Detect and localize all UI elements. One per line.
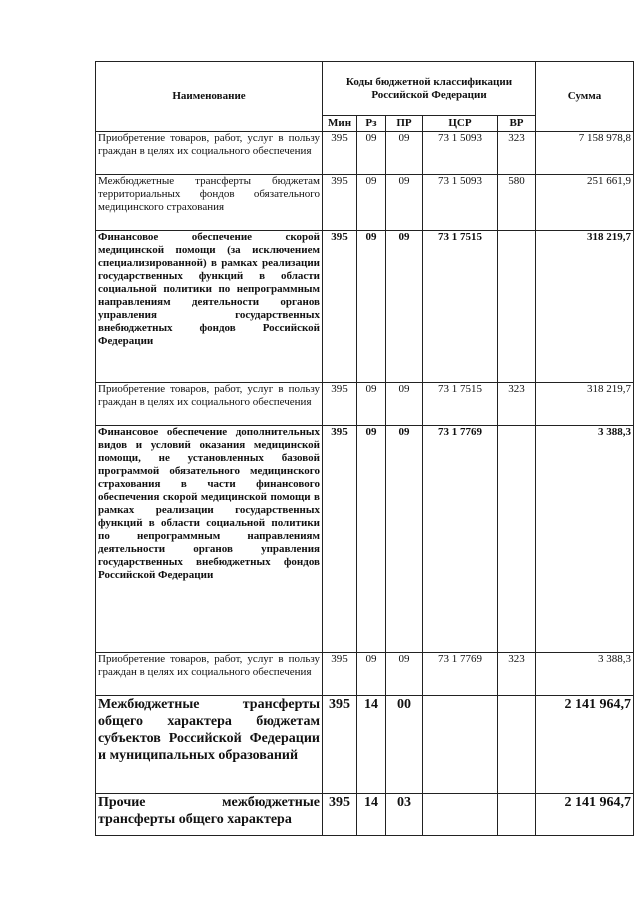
row-min: 395 [323,426,357,653]
header-rz: Рз [357,116,386,132]
header-name: Наименование [96,62,323,132]
row-min: 395 [323,231,357,383]
row-rz: 09 [357,653,386,696]
row-name: Финансовое обеспечение скорой медицинской помощи (за исключением специализированной) в рамках реализации государственных функций в области социальной политики по непрограммным направлениям деятельности органов управления государственных внебюджетных фондов Российской Федерации [96,231,323,383]
row-pr: 09 [386,132,423,175]
row-rz: 09 [357,383,386,426]
row-sum: 3 388,3 [536,653,634,696]
row-min: 395 [323,696,357,794]
row-pr: 00 [386,696,423,794]
row-pr: 03 [386,794,423,836]
table-row [96,426,634,653]
row-rz: 14 [357,794,386,836]
row-rz: 09 [357,426,386,653]
header-codes: Коды бюджетной классификации Российской Федерации [323,62,536,116]
row-vr [498,426,536,653]
table-row [96,383,634,426]
table-row [96,794,634,836]
row-csr: 73 1 7515 [423,231,498,383]
row-sum: 7 158 978,8 [536,132,634,175]
row-pr: 09 [386,383,423,426]
row-vr: 580 [498,175,536,231]
row-csr: 73 1 7769 [423,426,498,653]
row-min: 395 [323,175,357,231]
row-vr: 323 [498,653,536,696]
row-rz: 09 [357,231,386,383]
row-sum: 318 219,7 [536,231,634,383]
row-vr [498,696,536,794]
row-vr: 323 [498,383,536,426]
row-csr: 73 1 7515 [423,383,498,426]
row-name: Приобретение товаров, работ, услуг в пользу граждан в целях их социального обеспечения [96,653,323,696]
row-sum: 318 219,7 [536,383,634,426]
row-pr: 09 [386,175,423,231]
row-name: Финансовое обеспечение дополнительных видов и условий оказания медицинской помощи, не установленных базовой программой обязательного медицинского страхования в части финансового обеспечения скорой медицинской помощи в рамках реализации государственных функций в области социальной политики по непрограммным направлениям деятельности органов управления государственных внебюджетных фондов Российской Федерации [96,426,323,653]
row-min: 395 [323,383,357,426]
header-csr: ЦСР [423,116,498,132]
row-name: Прочие межбюджетные трансферты общего характера [96,794,323,836]
row-sum: 251 661,9 [536,175,634,231]
table-row [96,231,634,383]
row-name: Межбюджетные трансферты бюджетам территориальных фондов обязательного медицинского страхования [96,175,323,231]
budget-table [95,61,634,836]
row-sum: 2 141 964,7 [536,794,634,836]
row-csr: 73 1 7769 [423,653,498,696]
table-row [96,175,634,231]
row-min: 395 [323,653,357,696]
row-sum: 2 141 964,7 [536,696,634,794]
row-csr [423,794,498,836]
row-pr: 09 [386,426,423,653]
row-vr [498,794,536,836]
row-min: 395 [323,132,357,175]
row-csr: 73 1 5093 [423,132,498,175]
row-csr: 73 1 5093 [423,175,498,231]
table-row [96,653,634,696]
row-vr: 323 [498,132,536,175]
header-pr: ПР [386,116,423,132]
row-rz: 09 [357,132,386,175]
row-vr [498,231,536,383]
row-name: Приобретение товаров, работ, услуг в пользу граждан в целях их социального обеспечения [96,132,323,175]
row-rz: 09 [357,175,386,231]
row-name: Приобретение товаров, работ, услуг в пользу граждан в целях их социального обеспечения [96,383,323,426]
row-rz: 14 [357,696,386,794]
header-vr: ВР [498,116,536,132]
table-row [96,696,634,794]
row-min: 395 [323,794,357,836]
header-sum: Сумма [536,62,634,132]
table-row [96,132,634,175]
header-min: Мин [323,116,357,132]
row-csr [423,696,498,794]
row-pr: 09 [386,653,423,696]
row-sum: 3 388,3 [536,426,634,653]
row-name: Межбюджетные трансферты общего характера бюджетам субъектов Российской Федерации и муниципальных образований [96,696,323,794]
row-pr: 09 [386,231,423,383]
